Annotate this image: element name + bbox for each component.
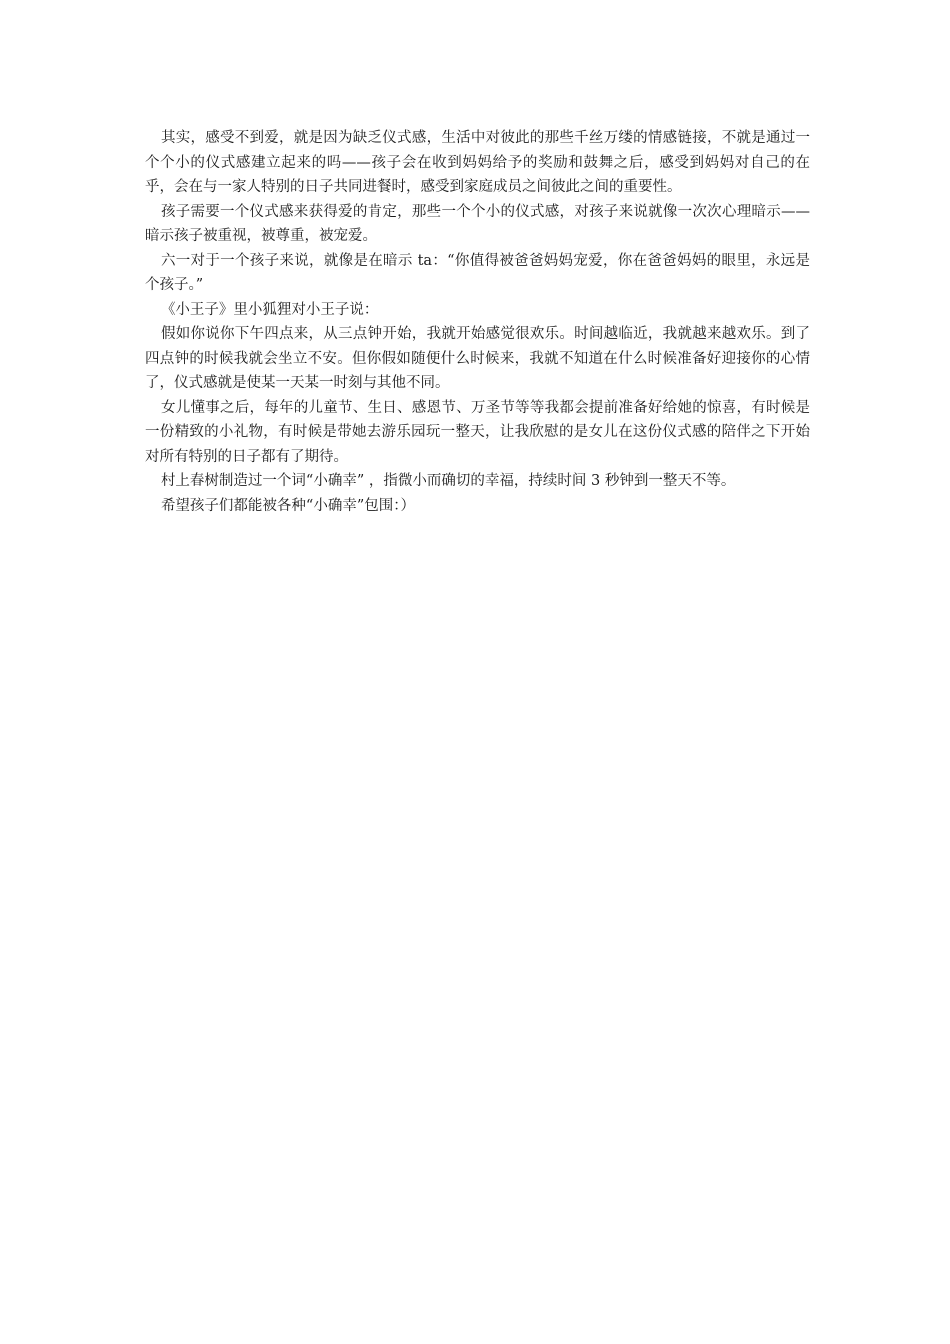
- paragraph-daughter: 女儿懂事之后，每年的儿童节、生日、感恩节、万圣节等等我都会提前准备好给她的惊喜，有时候是一份精致的小礼物，有时候是带她去游乐园玩一整天，让我欣慰的是女儿在这份仪式感的陪伴之下开始对所有特别的日子都有了期待。: [145, 399, 810, 465]
- paragraph-ritual-love: 其实，感受不到爱，就是因为缺乏仪式感，生活中对彼此的那些千丝万缕的情感链接，不就是通过一个个小的仪式感建立起来的吗——孩子会在收到妈妈给予的奖励和鼓舞之后，感受到妈妈对自己的在乎，会在与一家人特别的日子共同进餐时，感受到家庭成员之间彼此之间的重要性。: [145, 130, 810, 195]
- paragraph-childrens-day: 六一对于一个孩子来说，就像是在暗示 ta：“你值得被爸爸妈妈宠爱，你在爸爸妈妈的眼里，永远是个孩子。”: [145, 252, 810, 293]
- paragraph-affirmation: 孩子需要一个仪式感来获得爱的肯定，那些一个个小的仪式感，对孩子来说就像一次次心理暗示——暗示孩子被重视，被尊重，被宠爱。: [145, 203, 810, 244]
- paragraph-murakami: 村上春树制造过一个词“小确幸” ，指微小而确切的幸福，持续时间 3 秒钟到一整天不等。: [160, 473, 736, 489]
- document-body: [145, 126, 810, 518]
- paragraph-fox-quote: 假如你说你下午四点来，从三点钟开始，我就开始感觉很欢乐。时间越临近，我就越来越欢乐。到了四点钟的时候我就会坐立不安。但你假如随便什么时候来，我就不知道在什么时候准备好迎接你的心情了，仪式感就是使某一天某一时刻与其他不同。: [145, 326, 810, 391]
- paragraph-little-prince-intro: 《小王子》里小狐狸对小王子说：: [160, 301, 379, 318]
- paragraph-closing: 希望孩子们都能被各种“小确幸”包围：）: [160, 497, 416, 514]
